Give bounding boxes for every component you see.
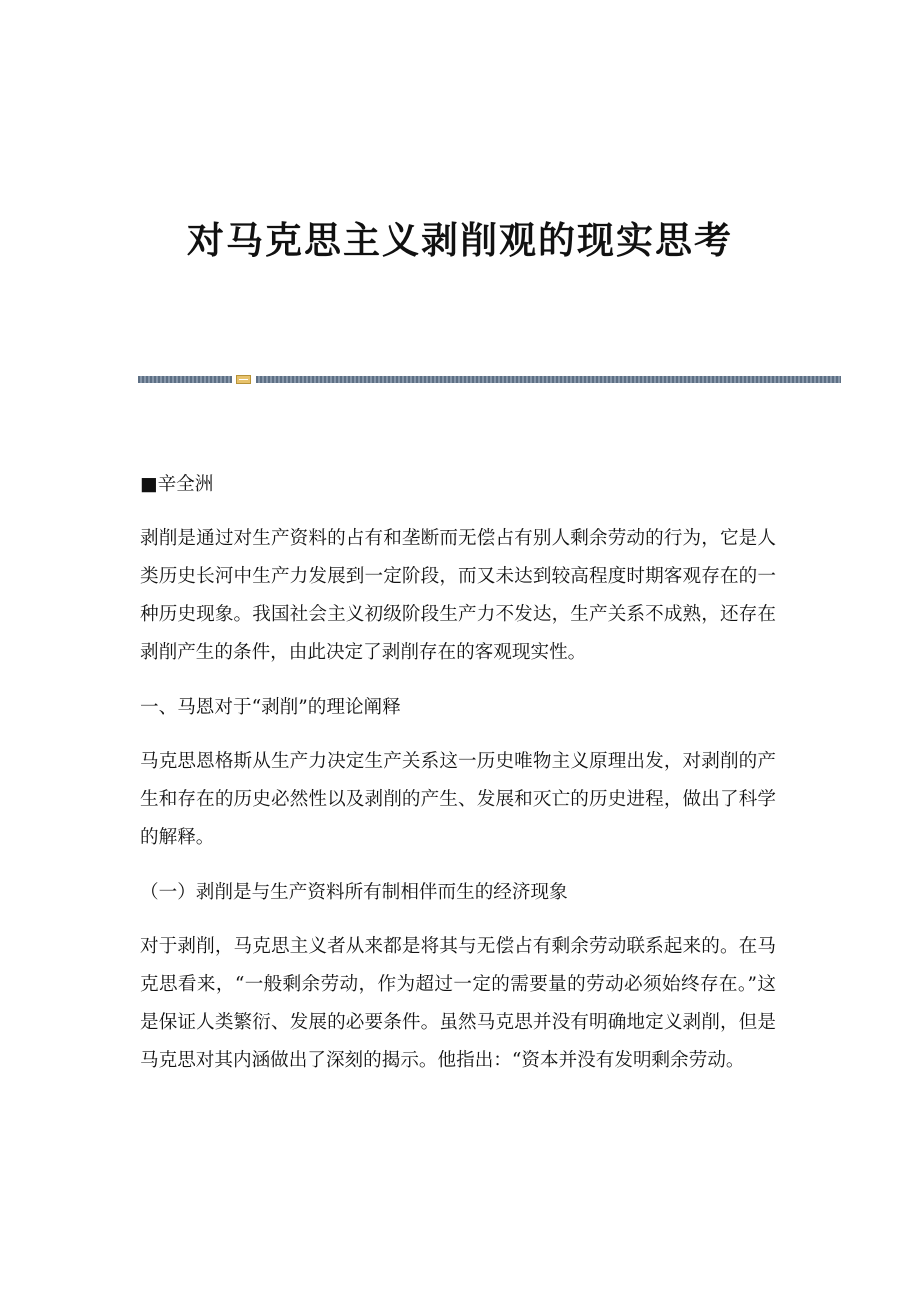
- intro-paragraph: 剥削是通过对生产资料的占有和垄断而无偿占有别人剩余劳动的行为，它是人类历史长河中生产力发展到一定阶段，而又未达到较高程度时期客观存在的一种历史现象。我国社会主义初级阶段生产力不发达，生产关系不成熟，还存在剥削产生的条件，由此决定了剥削存在的客观现实性。: [140, 528, 776, 663]
- author-line: ■辛全洲: [140, 474, 214, 495]
- page-title: 对马克思主义剥削观的现实思考: [187, 218, 733, 262]
- title-divider: [138, 375, 841, 384]
- section-heading-1: 一、马恩对于“剥削”的理论阐释: [140, 697, 401, 718]
- body-paragraph: 马克思恩格斯从生产力决定生产关系这一历史唯物主义原理出发，对剥削的产生和存在的历史必然性以及剥削的产生、发展和灭亡的历史进程，做出了科学的解释。: [140, 751, 776, 848]
- subsection-heading-1: （一）剥削是与生产资料所有制相伴而生的经济现象: [140, 882, 568, 903]
- divider-bar-right: [256, 376, 841, 383]
- article-body: [140, 466, 776, 1097]
- divider-bar-left: [138, 376, 232, 383]
- body-paragraph: 对于剥削，马克思主义者从来都是将其与无偿占有剩余劳动联系起来的。在马克思看来，“一般剩余劳动，作为超过一定的需要量的劳动必须始终存在。”这是保证人类繁衍、发展的必要条件。虽然马克思并没有明确地定义剥削，但是马克思对其内涵做出了深刻的揭示。他指出：“资本并没有发明剩余劳动。: [140, 936, 776, 1071]
- envelope-icon: [236, 375, 251, 384]
